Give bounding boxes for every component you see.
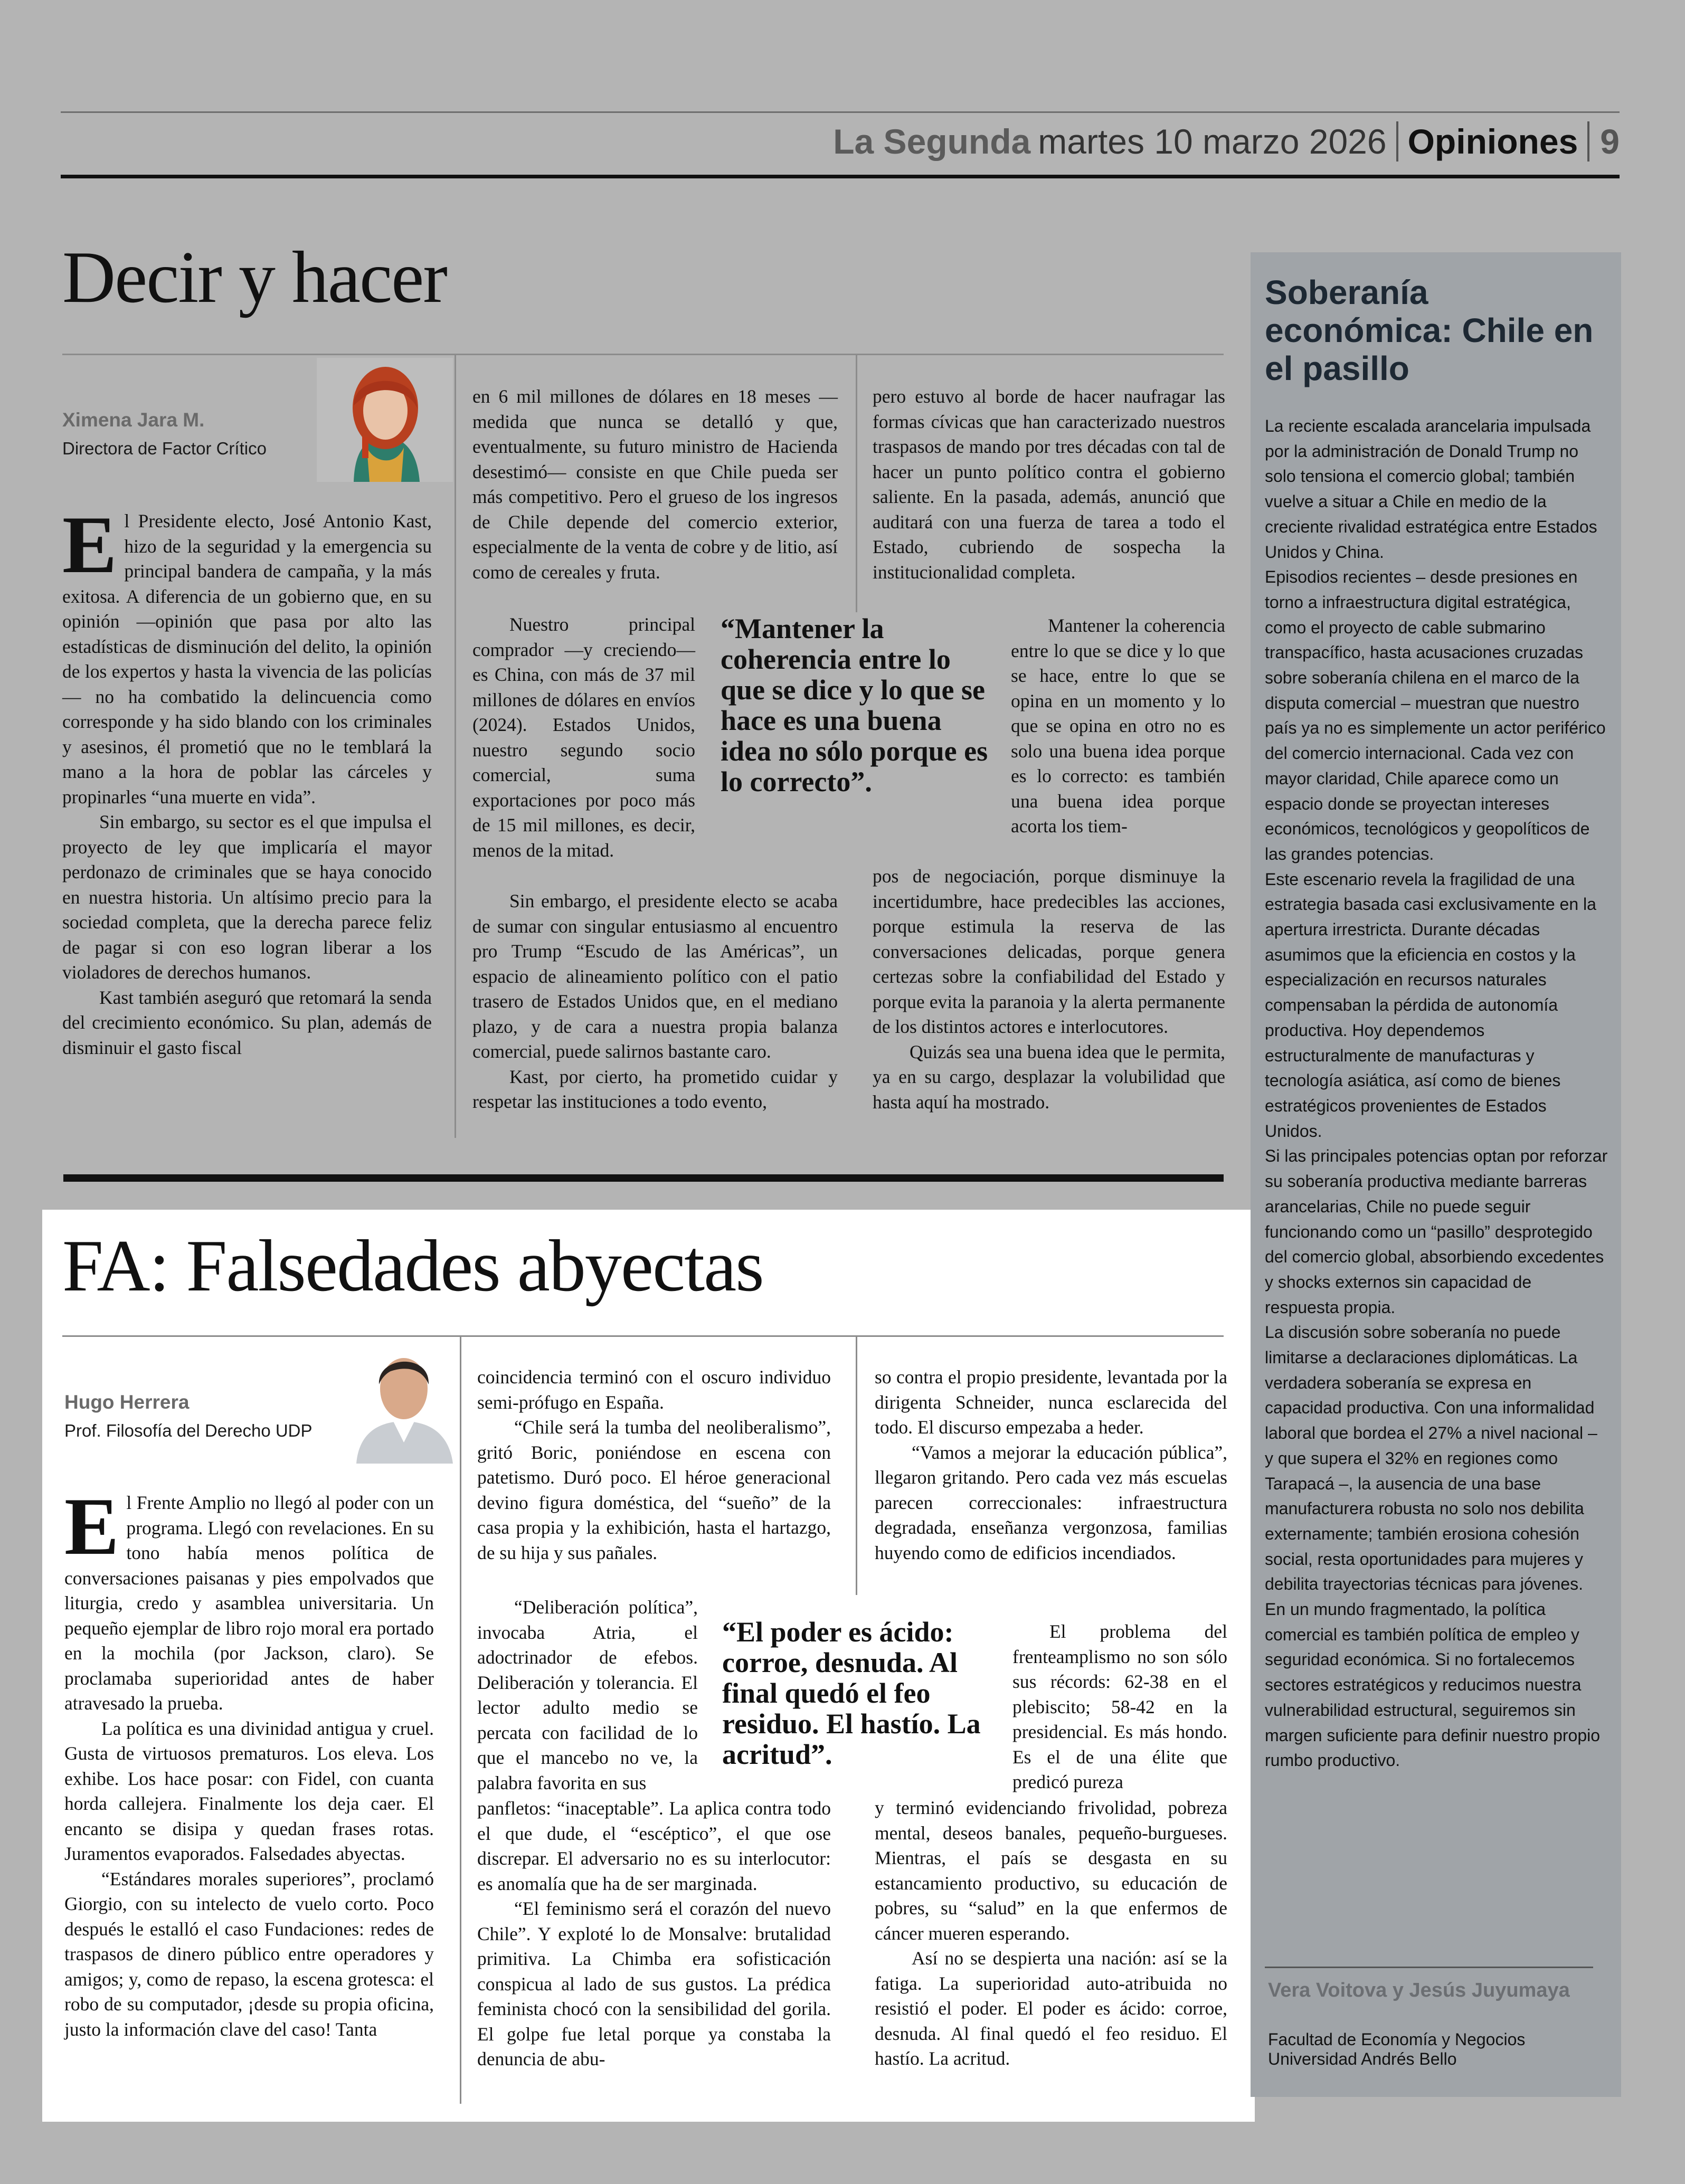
article1-col-divider-2 xyxy=(856,354,857,612)
article2-author-role: Prof. Filosofía del Derecho UDP xyxy=(64,1421,313,1440)
article2-col3-p3: y terminó evidenciando frivolidad, pobreza mental, deseos banales, pequeño-burgueses. Mientras, el país se desgasta en su estancamiento productivo, su educación de pobres, su “salud” en la que enfermos de cáncer mueren esperando. xyxy=(875,1797,1227,1944)
article2-col3-p4: Así no se despierta una nación: así se la fatiga. La superioridad auto-atribuida no resistió el poder. El poder es ácido: corroe, desnuda. Al final quedó el feo residuo. El hastío. La acritud. xyxy=(875,1948,1227,2069)
publication-name: La Segunda xyxy=(833,122,1031,161)
article1-dropcap: E xyxy=(62,499,117,590)
sidebar-institution: Facultad de Economía y Negocios Universidad Andrés Bello xyxy=(1268,2030,1526,2068)
article1-col2-p2: Kast, por cierto, ha prometido cuidar y respetar las instituciones a todo evento, xyxy=(472,1066,838,1112)
article2-author-photo xyxy=(348,1342,459,1464)
article2-author: Hugo Herrera xyxy=(64,1391,190,1413)
page-number: 9 xyxy=(1587,121,1620,162)
article1-rule xyxy=(62,354,1224,355)
article2-col3-mid: El problema del frenteamplismo no son sólo sus récords: 62-38 en el plebiscito; 58-42 en la presidencial. Es más hondo. Es el de una élite que predicó pureza xyxy=(1012,1621,1227,1792)
article2-col3-p1: so contra el propio presidente, levantada por la dirigenta Schneider, nunca esclarecida del todo. El discurso empezaba a heder. xyxy=(875,1366,1227,1438)
article1-col1-p3: Kast también aseguró que retomará la senda del crecimiento económico. Su plan, además de disminuir el gasto fiscal xyxy=(62,986,432,1058)
sidebar-paragraph: Si las principales potencias optan por reforzar su soberanía productiva mediante barreras arancelarias, Chile no puede seguir funcionando como un “pasillo” desprotegido del comercio global, absorbiendo excedentes y shocks externos sin capacidad de respuesta propia. xyxy=(1265,1146,1608,1317)
article2-col1 xyxy=(64,1481,434,2042)
header-bottom-rule xyxy=(61,175,1620,178)
sidebar-title: Soberanía económica: Chile en el pasillo xyxy=(1265,273,1594,387)
article2-col1-p3: “Estándares morales superiores”, proclamó Giorgio, con su intelecto de vuelo corto. Poco después le estalló el caso Fundaciones: redes de traspasos de dinero público entre operadores y amigos; y, como de repaso, la escena grotesca: el robo de su computador, ¡desde su propia oficina, justo la información clave del caso! Tanta xyxy=(64,1868,434,2040)
sidebar-paragraph: Episodios recientes – desde presiones en torno a infraestructura digital estratégica, como el proyecto de cable submarino transpacífico, hasta acusaciones cruzadas sobre soberanía chilena en el marco de la disputa comercial – muestran que nuestro país ya no es simplemente un actor periférico del comercio internacional. Cada vez con mayor claridad, Chile aparece como un espacio donde se proyectan intereses económicos, tecnológicos y geopolíticos de las grandes potencias. xyxy=(1265,567,1606,863)
sidebar-rule xyxy=(1265,1967,1593,1968)
article1-pullquote: “Mantener la coherencia entre lo que se dice y lo que se hace es una buena idea no sólo porque es lo correcto”. xyxy=(721,613,988,797)
sidebar-body xyxy=(1265,414,1608,1773)
article2-col2-p1: coincidencia terminó con el oscuro individuo semi-prófugo en España. xyxy=(477,1366,831,1413)
sidebar-paragraph: Este escenario revela la fragilidad de una estrategia basada casi exclusivamente en la apertura irrestricta. Durante décadas asumimos que la eficiencia en costos y la especialización en recursos naturales compensaban la pérdida de autonomía productiva. Hoy dependemos estructuralmente de manufacturas y tecnología asiática, así como de bienes estratégicos provenientes de Estados Unidos. xyxy=(1265,869,1596,1141)
article-separator-bar xyxy=(63,1174,1224,1182)
article1-col1-p2: Sin embargo, su sector es el que impulsa el proyecto de ley que implicaría el mayor perdonazo de criminales que se haya conocido en nuestra historia. Un altísimo precio para la sociedad completa, que la derecha parece feliz de pagar si con eso logran liberar a los violadores de derechos humanos. xyxy=(62,811,432,983)
article1-col2-p1: Sin embargo, el presidente electo se acaba de sumar con singular entusiasmo al encuentro pro Trump “Escudo de las Américas”, un espacio de alineamiento político con el patio trasero de Estados Unidos que, en el mediano plazo, y de cara a nuestra propia balanza comercial, puede salirnos bastante caro. xyxy=(472,890,838,1062)
article2-pullquote: “El poder es ácido: corroe, desnuda. Al final quedó el feo residuo. El hastío. La acritud”. xyxy=(722,1616,981,1770)
sidebar-authors: Vera Voitova y Jesús Juyumaya xyxy=(1268,1979,1570,2001)
article2-byline xyxy=(64,1391,360,1441)
article1-col3-top: pero estuvo al borde de hacer naufragar las formas cívicas que han caracterizado nuestros traspasos de mando por tres décadas con tal de hacer un punto político contra el gobierno saliente. En la pasada, además, anunció que auditará con una fuerza de tarea a todo el Estado, cubriendo de sospecha la institucionalidad completa. xyxy=(873,386,1225,583)
article1-col3-p1: pos de negociación, porque disminuye la incertidumbre, hace predecibles las acciones, porque estimula la reserva de las conversaciones delicadas, porque genera certezas sobre la confiabilidad del Estado y porque evita la paranoia y la alerta permanente de los distintos actores e interlocutores. xyxy=(873,866,1225,1037)
article1-author-photo xyxy=(317,358,453,482)
issue-date: martes 10 marzo 2026 xyxy=(1038,122,1387,161)
article2-headline: FA: Falsedades abyectas xyxy=(62,1225,763,1307)
article1-author: Ximena Jara M. xyxy=(62,409,205,431)
article1-col3-bottom xyxy=(873,864,1225,1115)
article2-col2-p4: “El feminismo será el corazón del nuevo Chile”. Y exploté lo de Monsalve: brutalidad primitiva. La Chimba era sofisticación conspicua al lado de sus gustos. La prédica feminista chocó con la sensibilidad del gorila. El golpe fue letal porque ya constaba la denuncia de abu- xyxy=(477,1898,831,2069)
article2-col3-bottom xyxy=(875,1796,1227,2072)
article2-col2-mid: “Deliberación política”, invocaba Atria, el adoctrinador de efebos. Deliberación y tolerancia. El lector adulto medio se percata con facilidad de lo que el mancebo no ve, la palabra favorita en sus xyxy=(477,1597,698,1793)
article2-col1-p2: La política es una divinidad antigua y cruel. Gusta de virtuosos prematuros. Los eleva. Los exhibe. Los hace posar: con Fidel, con cuanta horda callejera. Finalmente los deja caer. El encanto se disipa y quedan frases rotas. Juramentos evaporados. Falsedades abyectas. xyxy=(64,1717,434,1864)
sidebar-paragraph: La reciente escalada arancelaria impulsada por la administración de Donald Trump no solo tensiona el comercio global; también vuelve a situar a Chile en medio de la creciente rivalidad estratégica entre Estados Unidos y China. xyxy=(1265,416,1597,562)
sidebar-paragraph: En un mundo fragmentado, la política comercial es también política de empleo y seguridad económica. Si no fortalecemos sectores estratégicos y reducimos nuestra vulnerabilidad estructural, seguiremos sin margen suficiente para definir nuestro propio rumbo productivo. xyxy=(1265,1600,1601,1770)
article2-col2-p3: panfletos: “inaceptable”. La aplica contra todo el que dude, el “escéptico”, el que ose discrepar. El adversario no es su interlocutor: es anomalía que ha de ser marginada. xyxy=(477,1798,831,1894)
article1-col2-bottom xyxy=(472,889,838,1115)
article2-col-divider-1 xyxy=(460,1335,461,2104)
article1-col1-p1: l Presidente electo, José Antonio Kast, hizo de la seguridad y la emergencia su principal bandera de campaña, y la más exitosa. A diferencia de un gobierno que, en su opinión —opinión que pasa por alto las estadísticas de disminución del delito, la opinión de los expertos y hasta la vivencia de las policías— no ha combatido la delincuencia como corresponde y ha sido blando con los criminales y asesinos, él prometió que no le temblará la mano a la hora de poblar las cárceles y propinarles “una muerte en vida”. xyxy=(62,510,432,808)
article1-col2-top: en 6 mil millones de dólares en 18 meses —medida que nunca se detalló y que, eventualmente, su futuro ministro de Hacienda desestimó— consiste en que Chile pueda ser más competitivo. Pero el grueso de los ingresos de Chile depende del comercio exterior, especialmente de la venta de cobre y de litio, así como de cereales y fruta. xyxy=(472,386,838,583)
article1-byline xyxy=(62,409,358,459)
section-name: Opiniones xyxy=(1396,121,1578,162)
article2-col2-p2: “Chile será la tumba del neoliberalismo”, gritó Boric, poniéndose en escena con patetismo. Duró poco. El héroe generacional devino figura doméstica, del “sueño” de la casa propia y la exhibición, hasta el hartazgo, de su hija y sus pañales. xyxy=(477,1417,831,1563)
article2-col2-bottom xyxy=(477,1796,831,2072)
masthead xyxy=(833,115,1620,168)
article2-col3-p2: “Vamos a mejorar la educación pública”, llegaron gritando. Pero cada vez más escuelas parecen correccionales: infraestructura degradada, enseñanza vergonzosa, familias huyendo como de edificios incendiados. xyxy=(875,1441,1227,1563)
article1-col-divider-1 xyxy=(455,354,456,1138)
article2-col1-p1: l Frente Amplio no llegó al poder con un programa. Llegó con revelaciones. En su tono había menos política de conversaciones paisanas y pies empolvados que liturgia, credo y asamblea universitaria. Un pequeño ejemplar de libro rojo moral era portado en la mochila (por Jackson, claro). Se proclamaba superioridad antes de haber atravesado la prueba. xyxy=(64,1492,434,1714)
article2-col2-top xyxy=(477,1365,831,1565)
article1-author-role: Directora de Factor Crítico xyxy=(62,439,267,458)
article1-headline: Decir y hacer xyxy=(62,236,447,318)
header-top-rule xyxy=(61,111,1620,113)
article1-col3-p2: Quizás sea una buena idea que le permita, ya en su cargo, desplazar la volubilidad que hasta aquí ha mostrado. xyxy=(873,1041,1225,1113)
article1-col1 xyxy=(62,499,432,1060)
article2-col-divider-2 xyxy=(856,1335,857,1595)
sidebar-paragraph: La discusión sobre soberanía no puede limitarse a declaraciones diplomáticas. La verdadera soberanía se expresa en capacidad productiva. Con una informalidad laboral que bordea el 27% a nivel nacional – y que supera el 32% en regiones como Tarapacá –, la ausencia de una base manufacturera robusta no solo nos debilita externamente; también erosiona cohesión social, resta oportunidades para mujeres y debilita trayectorias técnicas para jóvenes. xyxy=(1265,1323,1597,1594)
article1-col3-mid: Mantener la coherencia entre lo que se dice y lo que se hace, entre lo que se opina en un momento y lo que se opina en otro no es solo una buena idea porque es lo correcto: es también una buena idea porque acorta los tiem- xyxy=(1011,615,1225,837)
article1-col2-mid: Nuestro principal comprador —y creciendo— es China, con más de 37 mil millones de dólares en envíos (2024). Estados Unidos, nuestro segundo socio comercial, suma exportaciones por poco más de 15 mil millones, es decir, menos de la mitad. xyxy=(472,614,695,861)
article2-col3-top xyxy=(875,1365,1227,1565)
article2-dropcap: E xyxy=(64,1481,119,1572)
article2-rule xyxy=(62,1335,1224,1337)
